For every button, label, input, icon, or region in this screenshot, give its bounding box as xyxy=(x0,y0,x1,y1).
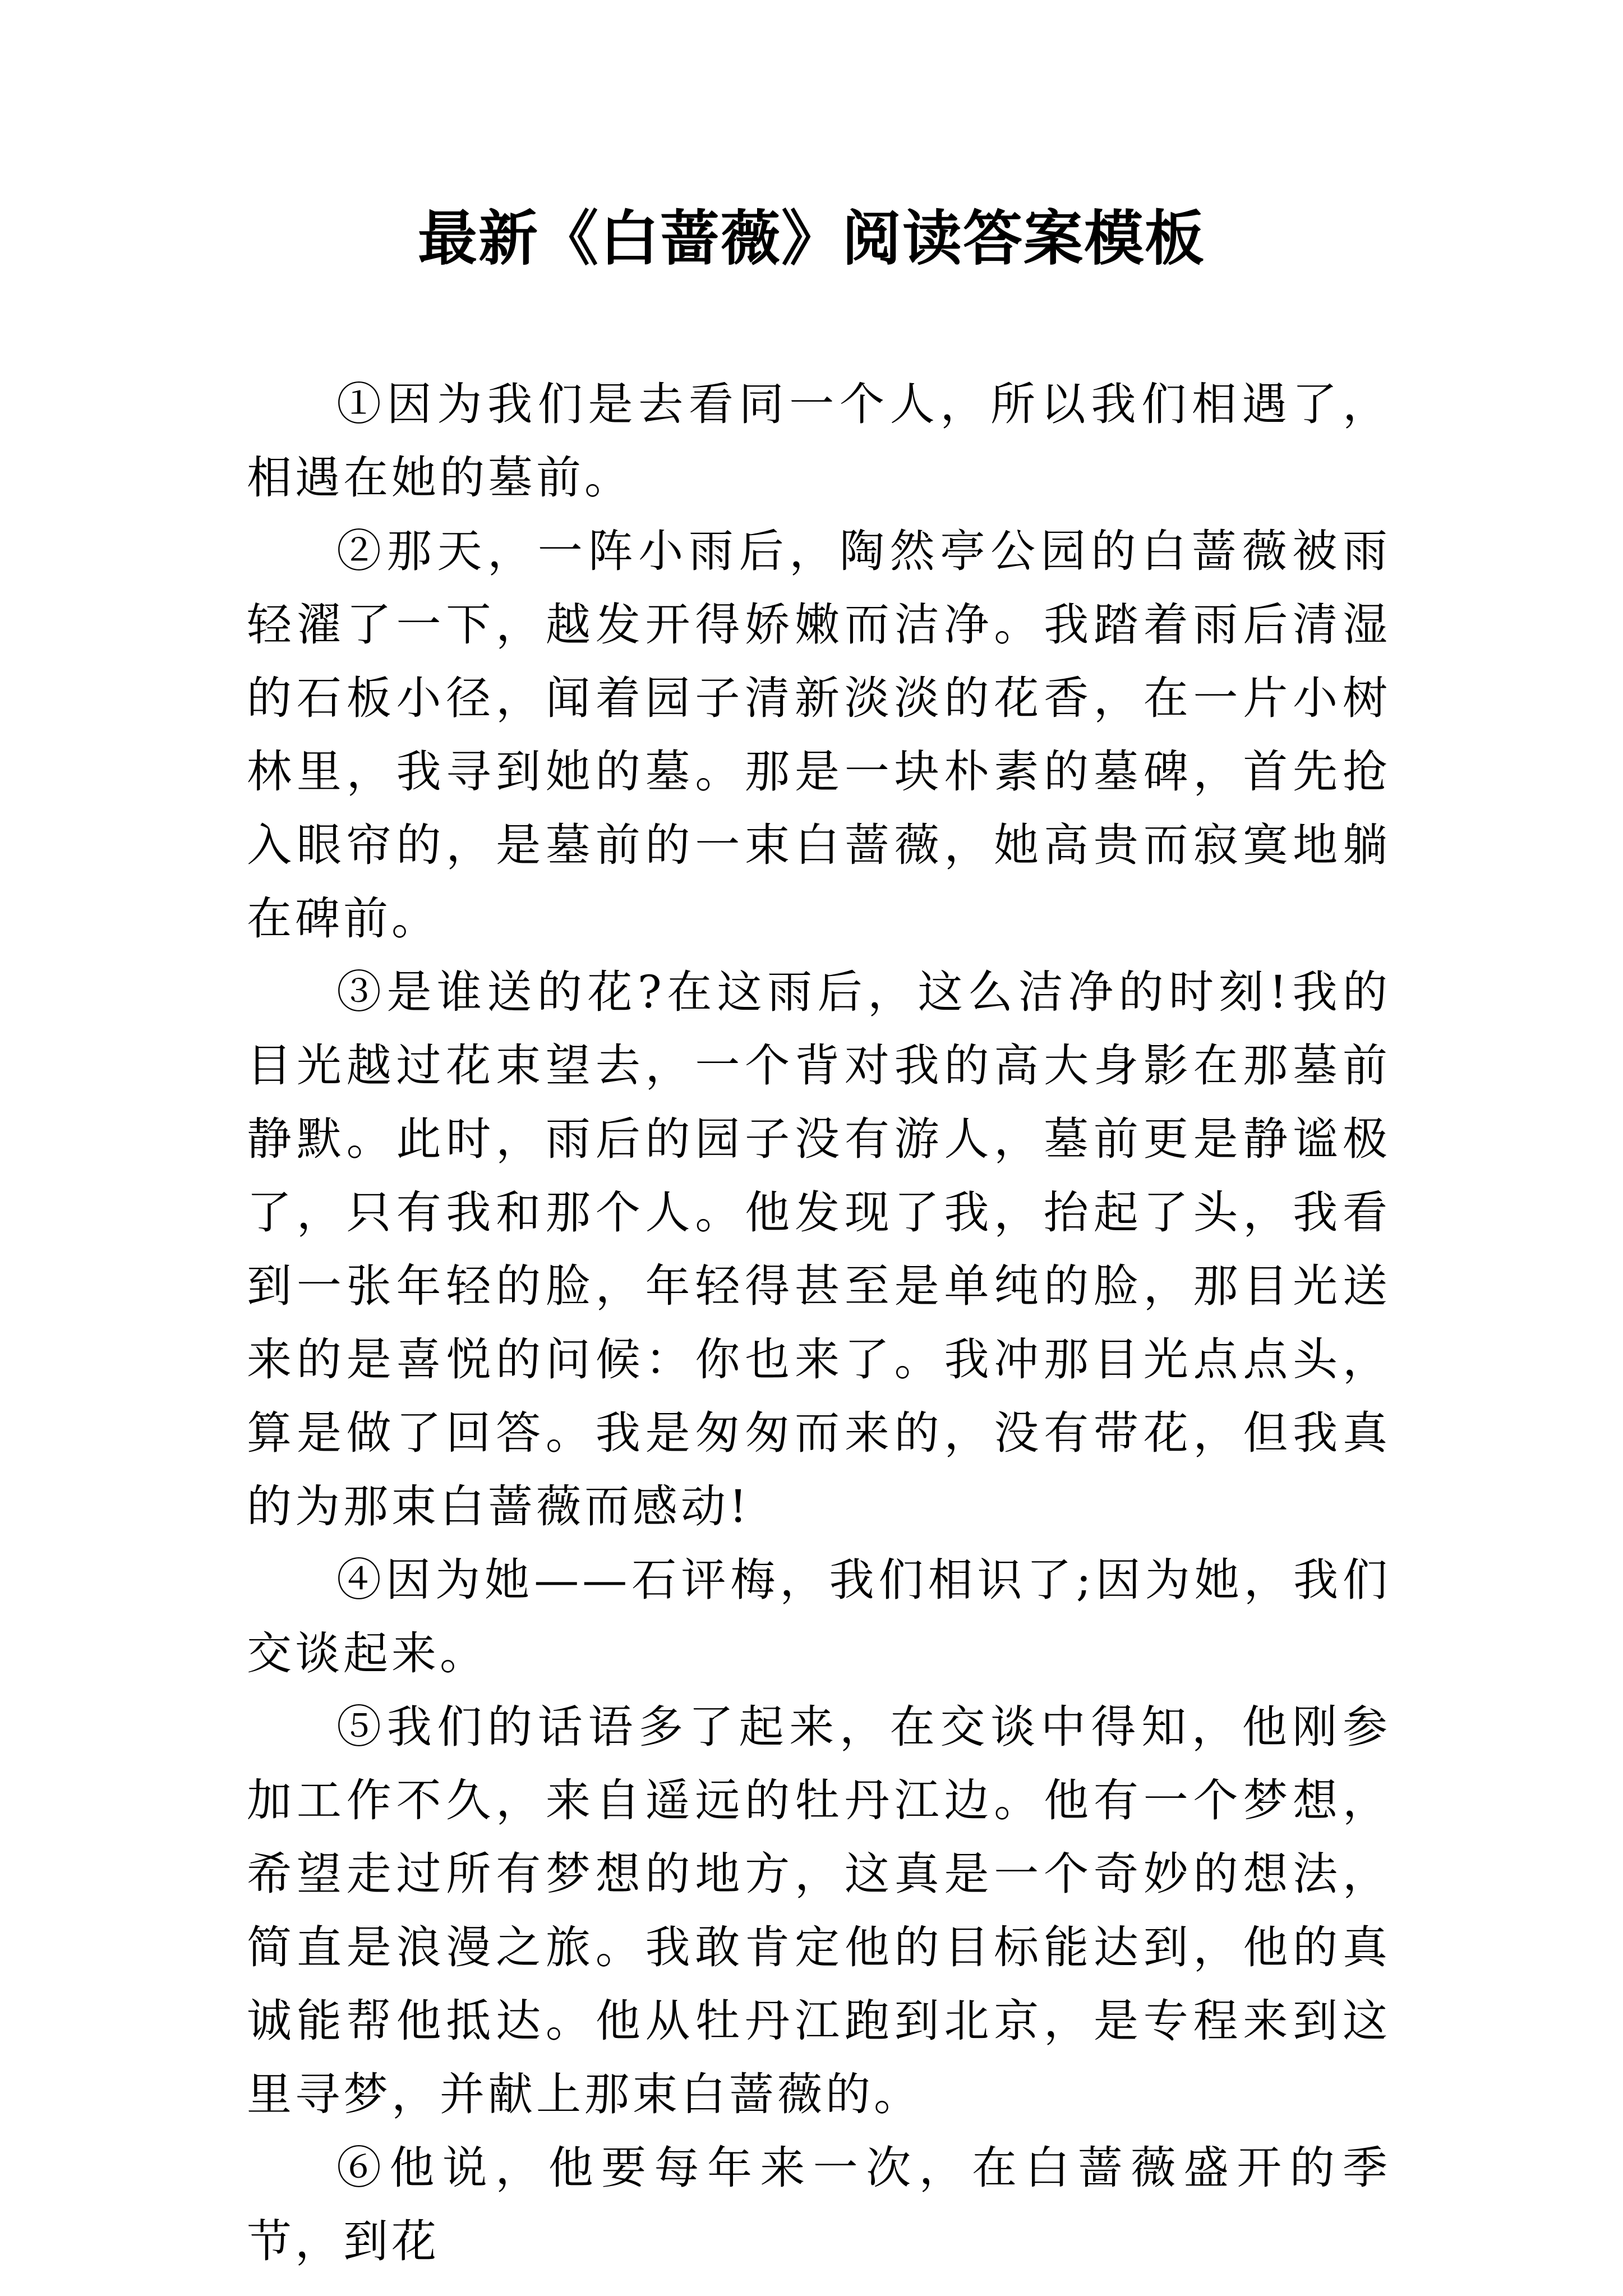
document-body xyxy=(247,367,1391,2278)
paragraph-5: ⑤我们的话语多了起来，在交谈中得知，他刚参加工作不久，来自遥远的牡丹江边。他有一个梦想，希望走过所有梦想的地方，这真是一个奇妙的想法，简直是浪漫之旅。我敢肯定他的目标能达到，他的真诚能帮他抵达。他从牡丹江跑到北京，是专程来到这里寻梦，并献上那束白蔷薇的。 xyxy=(247,1701,1391,2120)
paragraph-3: ③是谁送的花?在这雨后，这么洁净的时刻!我的目光越过花束望去，一个背对我的高大身影在那墓前静默。此时，雨后的园子没有游人，墓前更是静谧极了，只有我和那个人。他发现了我，抬起了头，我看到一张年轻的脸，年轻得甚至是单纯的脸，那目光送来的是喜悦的问候：你也来了。我冲那目光点点头，算是做了回答。我是匆匆而来的，没有带花，但我真的为那束白蔷薇而感动! xyxy=(247,966,1391,1533)
paragraph-4: ④因为她——石评梅，我们相识了;因为她，我们交谈起来。 xyxy=(247,1554,1391,1680)
paragraph-2: ②那天，一阵小雨后，陶然亭公园的白蔷薇被雨轻濯了一下，越发开得娇嫩而洁净。我踏着雨后清湿的石板小径，闻着园子清新淡淡的花香，在一片小树林里，我寻到她的墓。那是一块朴素的墓碑，首先抢入眼帘的，是墓前的一束白蔷薇，她高贵而寂寞地躺在碑前。 xyxy=(247,525,1391,945)
paragraph-1: ①因为我们是去看同一个人，所以我们相遇了，相遇在她的墓前。 xyxy=(247,378,1391,504)
paragraph-6: ⑥他说，他要每年来一次，在白蔷薇盛开的季节，到花 xyxy=(247,2142,1391,2267)
document-title: 最新《白蔷薇》阅读答案模板 xyxy=(418,203,1205,273)
